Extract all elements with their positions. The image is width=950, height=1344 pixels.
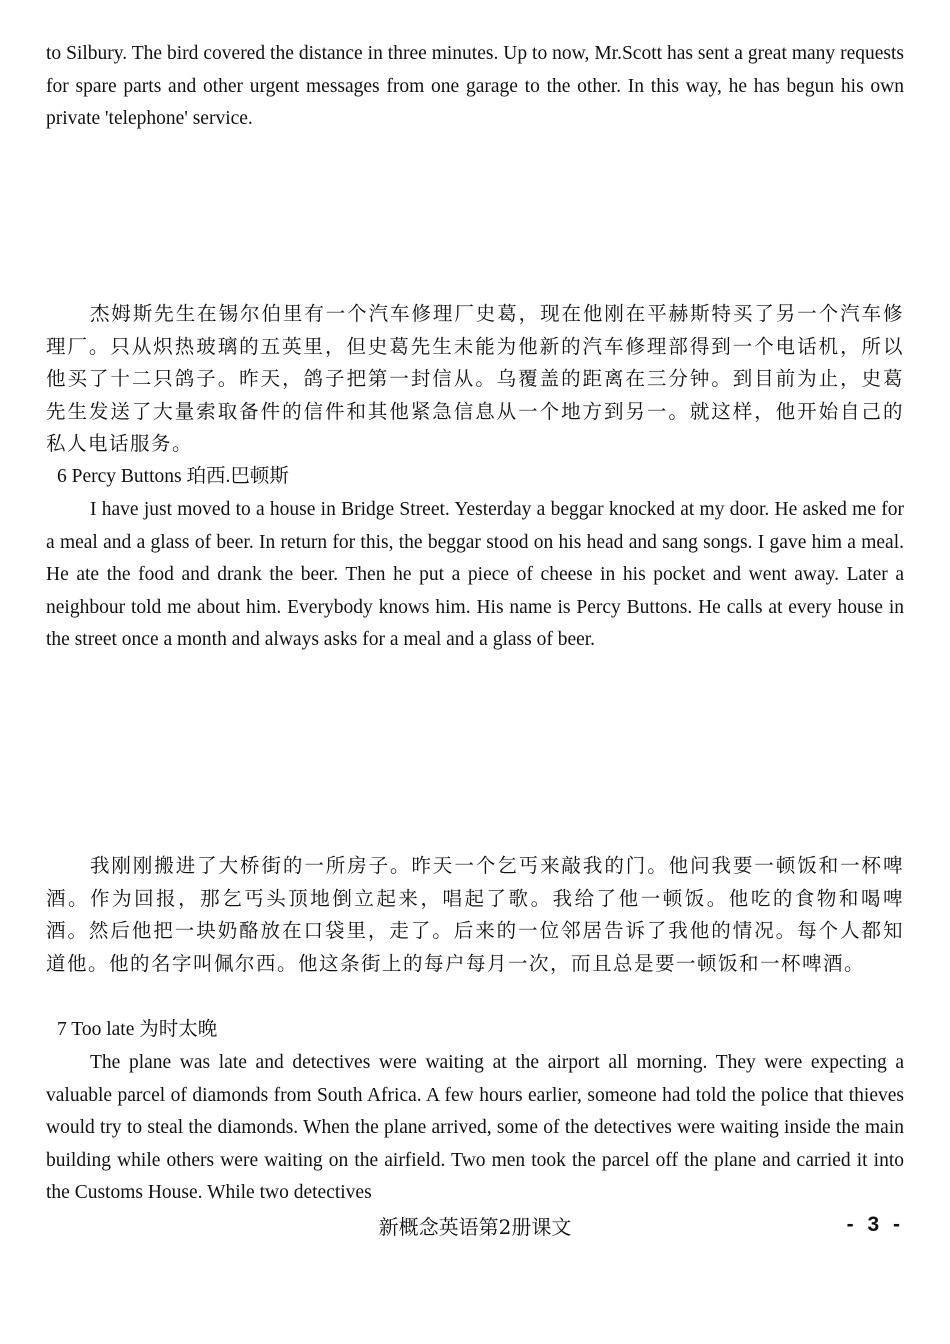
lesson7-english-paragraph: The plane was late and detectives were waiting at the airport all morning. They were expecting a valuable parcel of diamonds from South Africa. A few hours earlier, someone had told the police that thieves would try to steal the diamonds. When the plane arrived, some of the detectives were waiting inside the main building while others were waiting on the airfield. Two men took the parcel off the plane and carried it into the Customs House. While two detectives <box>46 1052 904 1204</box>
footer-title: 新概念英语第2册课文 <box>378 1215 572 1239</box>
lesson7-heading: 7 Too late 为时太晚 <box>57 1019 218 1040</box>
lesson5-english-paragraph: to Silbury. The bird covered the distance in three minutes. Up to now, Mr.Scott has sent a great many requests for spare parts and other urgent messages from one garage to the other. In this way, he has begun his own private 'telephone' service. <box>46 43 904 130</box>
lesson5-chinese-paragraph: 杰姆斯先生在锡尔伯里有一个汽车修理厂史葛，现在他刚在平赫斯特买了另一个汽车修理厂。只从炽热玻璃的五英里，但史葛先生未能为他新的汽车修理部得到一个电话机，所以他买了十二只鸽子。昨天，鸽子把第一封信从。乌覆盖的距离在三分钟。到目前为止，史葛先生发送了大量索取备件的信件和其他紧急信息从一个地方到另一。就这样，他开始自己的私人电话服务。 <box>46 302 904 456</box>
lesson6-english-paragraph: I have just moved to a house in Bridge Street. Yesterday a beggar knocked at my door. He asked me for a meal and a glass of beer. In return for this, the beggar stood on his head and sang songs. I gave him a meal. He ate the food and drank the beer. Then he put a piece of cheese in his pocket and went away. Later a neighbour told me about him. Everybody knows him. His name is Percy Buttons. He calls at every house in the street once a month and always asks for a meal and a glass of beer. <box>46 499 904 651</box>
lesson6-chinese-paragraph: 我刚刚搬进了大桥街的一所房子。昨天一个乞丐来敲我的门。他问我要一顿饭和一杯啤酒。作为回报，那乞丐头顶地倒立起来，唱起了歌。我给了他一顿饭。他吃的食物和喝啤酒。然后他把一块奶酪放在口袋里，走了。后来的一位邻居告诉了我他的情况。每个人都知道他。他的名字叫佩尔西。他这条街上的每户每月一次，而且总是要一顿饭和一杯啤酒。 <box>46 854 904 975</box>
lesson6-heading: 6 Percy Buttons 珀西.巴顿斯 <box>57 466 289 487</box>
page-number: - 3 - <box>846 1213 904 1236</box>
